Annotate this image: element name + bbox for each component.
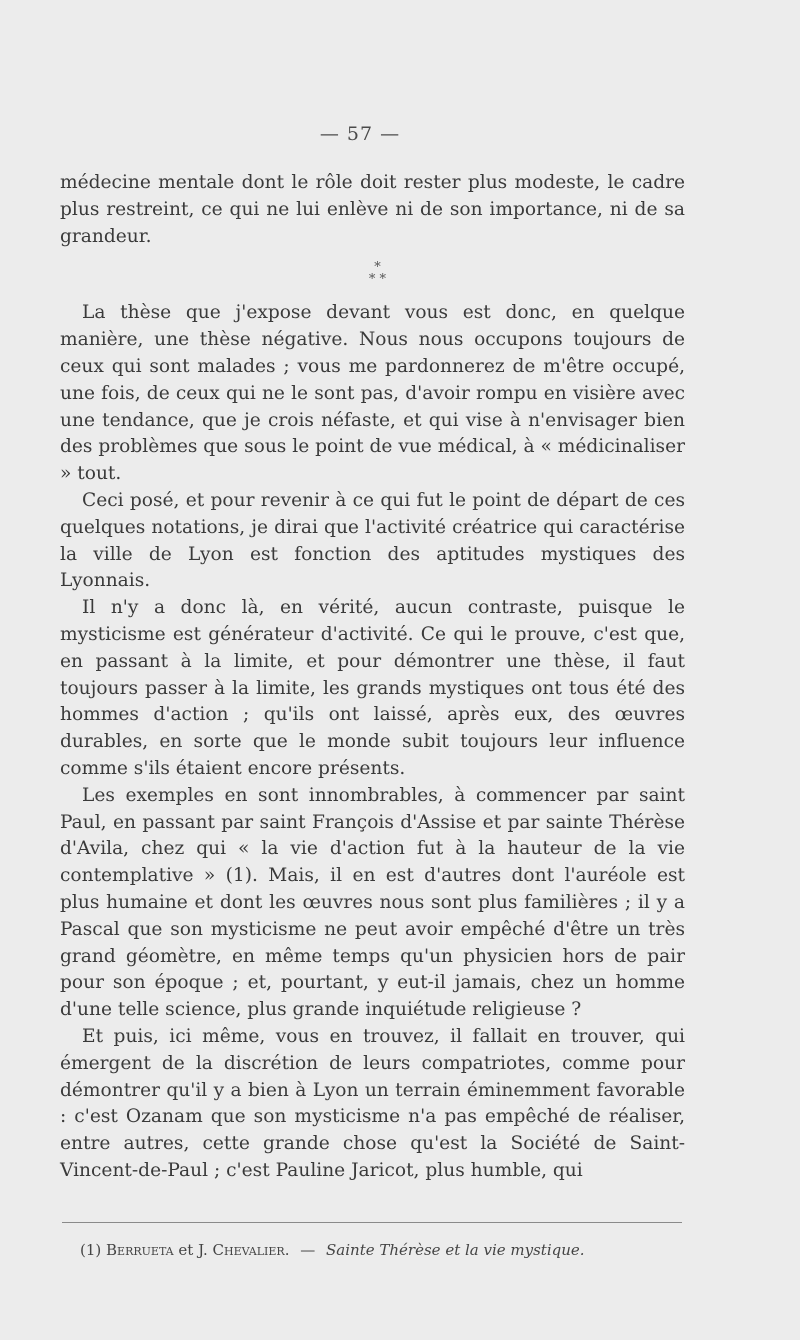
paragraph-activity: Ceci posé, et pour revenir à ce qui fut le point de départ de ces quelques notations, je dirai que l'activité créatrice qui caractérise la ville de Lyon est fonction des aptitudes mystiques des Lyonnais. (60, 489, 685, 592)
main-text (60, 170, 685, 1185)
footnote-dash: — (300, 1241, 316, 1259)
paragraph-continuation: médecine mentale dont le rôle doit rester plus modeste, le cadre plus restreint, ce qui ne lui enlève ni de son importance, ni de sa grandeur. (60, 172, 685, 247)
footnote-author-2: J. Chevalier. (198, 1241, 290, 1259)
footnote-marker: (1) (80, 1241, 102, 1259)
asterism-separator (60, 262, 685, 286)
paragraph-examples: Les exemples en sont innombrables, à commencer par saint Paul, en passant par saint François d'Assise et par sainte Thérèse d'Avila, chez qui « la vie d'action fut à la hauteur de la vie contemplative » (1). Mais, il en est d'autres dont l'auréole est plus humaine et dont les œuvres nous sont plus familières ; il y a Pascal que son mysticisme ne peut avoir empêché d'être un très grand géomètre, en même temps qu'un physicien hors de pair pour son époque ; et, pourtant, y eut-il jamais, chez un homme d'une telle science, plus grande inquiétude religieuse ? (60, 784, 685, 1021)
asterism-top: * (374, 260, 381, 276)
footnote-rule (62, 1222, 682, 1223)
paragraph-lyon: Et puis, ici même, vous en trouvez, il fallait en trouver, qui émergent de la discrétion de leurs compatriotes, comme pour démontrer qu'il y a bien à Lyon un terrain éminemment favorable : c'est Ozanam que son mysticisme n'a pas empêché de réaliser, entre autres, cette grande chose qu'est la Société de Saint-Vincent-de-Paul ; c'est Pauline Jaricot, plus humble, qui (60, 1025, 685, 1181)
footnote (80, 1240, 700, 1260)
footnote-author-1: Berrueta (106, 1241, 174, 1259)
footnote-title: Sainte Thérèse et la vie mystique. (326, 1241, 585, 1259)
footnote-conjunction: et (178, 1241, 194, 1259)
paragraph-thesis: La thèse que j'expose devant vous est donc, en quelque manière, une thèse négative. Nous nous occupons toujours de ceux qui sont malades ; vous me pardonnerez de m'être occupé, une fois, de ceux qui ne le sont pas, d'avoir rompu en visière avec une tendance, que je crois néfaste, et qui vise à n'envisager bien des problèmes que sous le point de vue médical, à « médicinaliser » tout. (60, 302, 685, 485)
paragraph-mysticism: Il n'y a donc là, en vérité, aucun contraste, puisque le mysticisme est générateur d'activité. Ce qui le prouve, c'est que, en passant à la limite, et pour démontrer une thèse, il faut toujours passer à la limite, les grands mystiques ont tous été des hommes d'action ; qu'ils ont laissé, après eux, des œuvres durables, en sorte que le monde subit toujours leur influence comme s'ils étaient encore présents. (60, 597, 685, 779)
asterism-bottom: * * (368, 272, 387, 288)
page-number: — 57 — (319, 123, 401, 145)
